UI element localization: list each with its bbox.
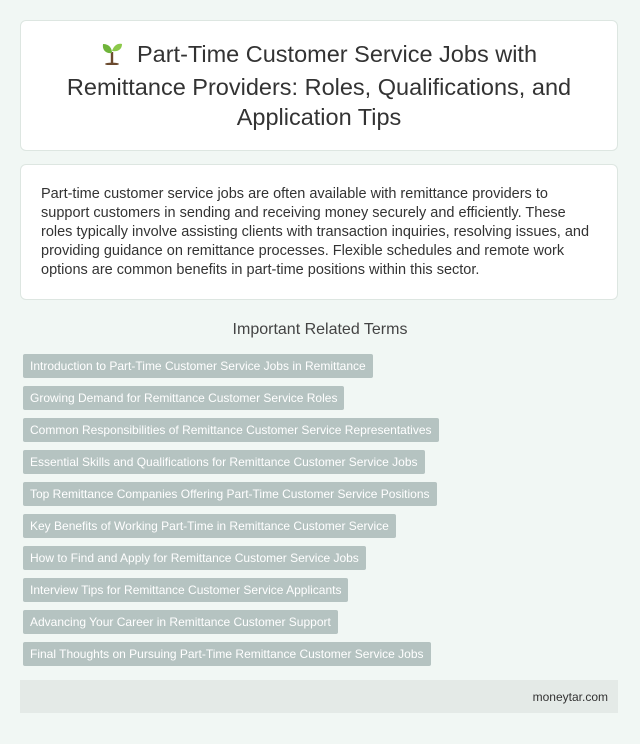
term-tag[interactable]: How to Find and Apply for Remittance Customer Service Jobs xyxy=(23,546,366,570)
term-tag[interactable]: Essential Skills and Qualifications for Remittance Customer Service Jobs xyxy=(23,450,425,474)
term-tag[interactable]: Advancing Your Career in Remittance Customer Support xyxy=(23,610,338,634)
page-title xyxy=(21,39,617,132)
term-tag[interactable]: Interview Tips for Remittance Customer Service Applicants xyxy=(23,578,348,602)
list-item xyxy=(23,450,623,482)
site-name[interactable]: moneytar.com xyxy=(532,689,608,704)
list-item xyxy=(23,578,623,610)
term-tag[interactable]: Final Thoughts on Pursuing Part-Time Remittance Customer Service Jobs xyxy=(23,642,431,666)
term-tag[interactable]: Introduction to Part-Time Customer Service Jobs in Remittance xyxy=(23,354,373,378)
term-tag[interactable]: Common Responsibilities of Remittance Customer Service Representatives xyxy=(23,418,439,442)
list-item xyxy=(23,642,623,674)
term-tag[interactable]: Growing Demand for Remittance Customer Service Roles xyxy=(23,386,344,410)
sprout-icon xyxy=(101,41,123,72)
list-item xyxy=(23,386,623,418)
title-card xyxy=(20,20,618,151)
list-item xyxy=(23,514,623,546)
list-item xyxy=(23,354,623,386)
related-terms-list xyxy=(23,354,623,674)
intro-card xyxy=(20,164,618,300)
page-title-text: Part-Time Customer Service Jobs with Remittance Providers: Roles, Qualifications, and Application Tips xyxy=(66,41,572,130)
term-tag[interactable]: Key Benefits of Working Part-Time in Remittance Customer Service xyxy=(23,514,396,538)
intro-paragraph: Part-time customer service jobs are often available with remittance providers to support customers in sending and receiving money securely and efficiently. These roles typically involve assisting clients with transaction inquiries, resolving issues, and providing guidance on remittance processes. Flexible schedules and remote work options are common benefits in part-time positions within this sector. xyxy=(41,186,590,278)
term-tag[interactable]: Top Remittance Companies Offering Part-Time Customer Service Positions xyxy=(23,482,437,506)
list-item xyxy=(23,418,623,450)
footer xyxy=(20,680,618,713)
related-terms-heading: Important Related Terms xyxy=(232,321,408,338)
list-item xyxy=(23,482,623,514)
list-item xyxy=(23,546,623,578)
list-item xyxy=(23,610,623,642)
